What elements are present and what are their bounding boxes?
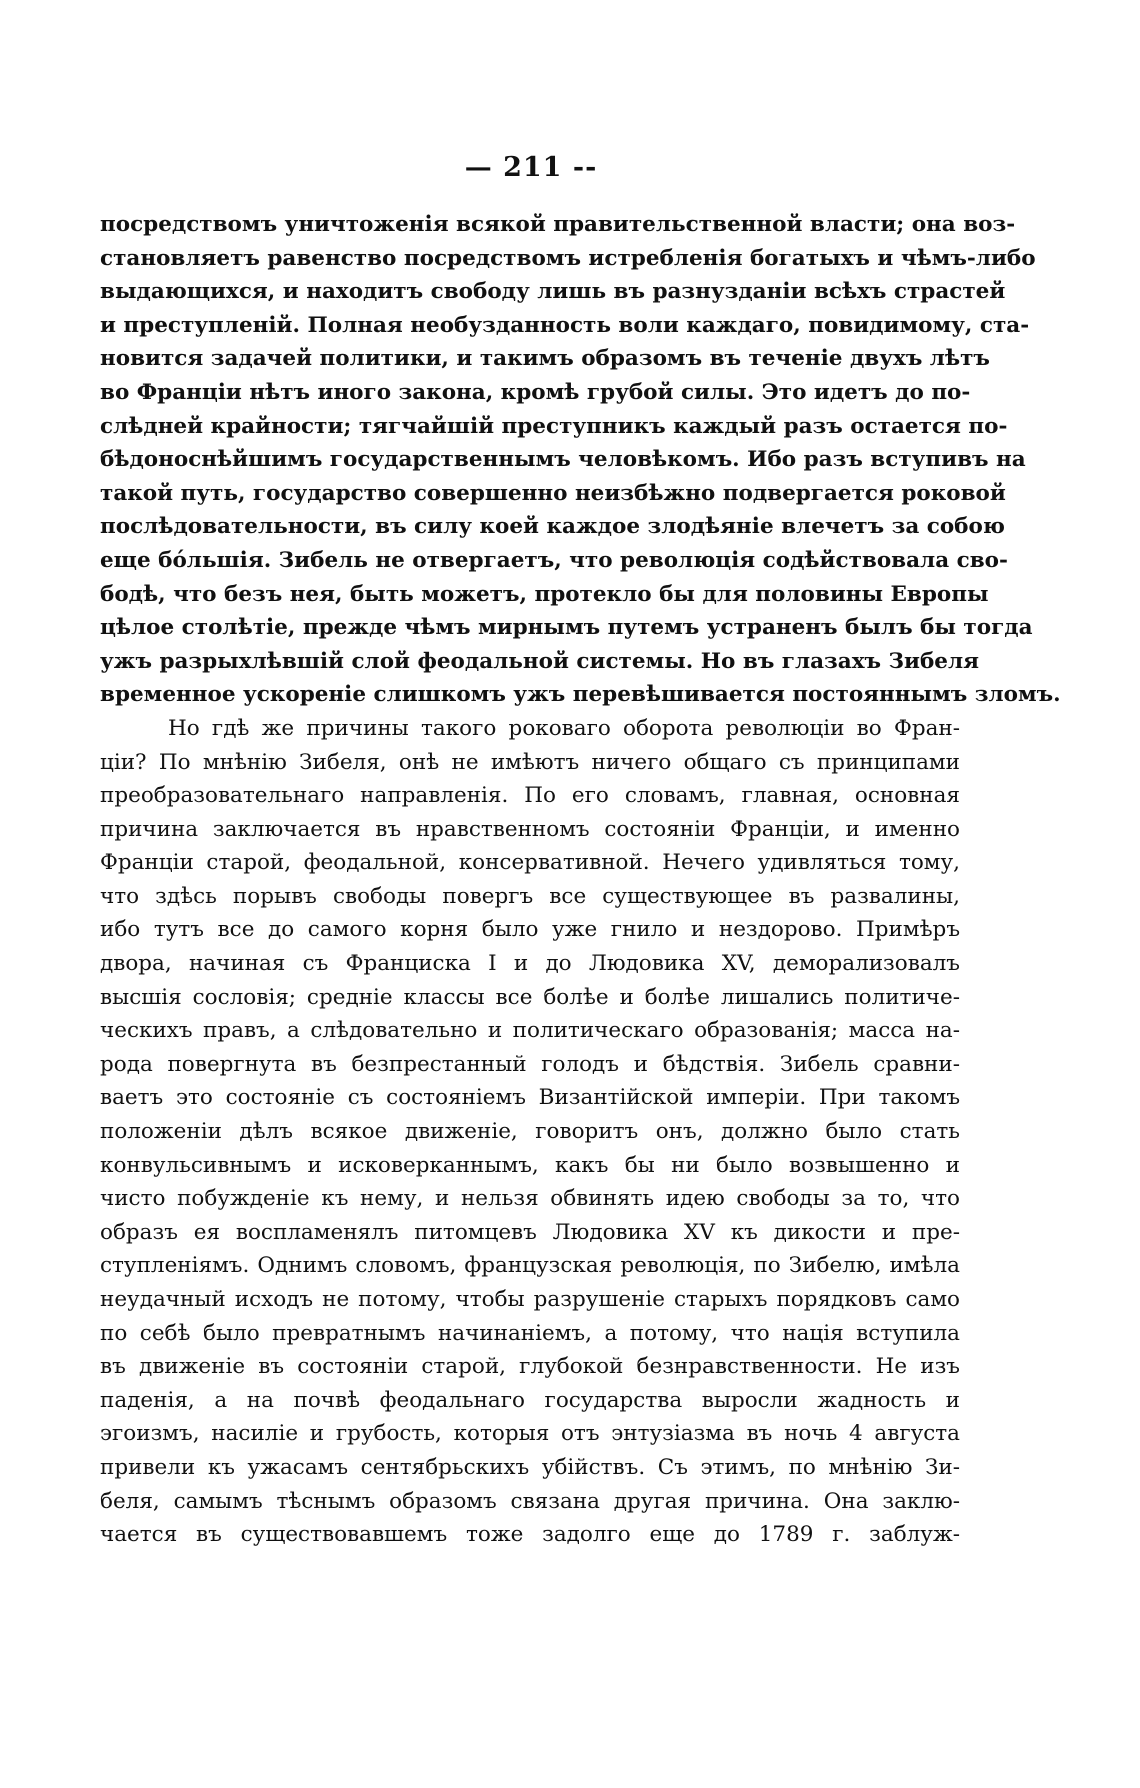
body-text <box>100 208 1061 1552</box>
text-line: такой путь, государство совершенно неизбѣжно подвергается роковой <box>100 480 1006 506</box>
text-line: ваетъ это состояніе съ состояніемъ Византійской имперіи. При такомъ <box>100 1085 960 1111</box>
text-line: во Франціи нѣтъ иного закона, кромѣ грубой силы. Это идетъ до по- <box>100 379 971 405</box>
text-line: неудачный исходъ не потому, чтобы разрушеніе старыхъ порядковъ само <box>100 1287 960 1312</box>
text-line: паденія, а на почвѣ феодальнаго государства выросли жадность и <box>100 1387 960 1413</box>
text-line: посредствомъ уничтоженія всякой правительственной власти; она воз- <box>100 212 1016 237</box>
text-line: и преступленій. Полная необузданность воли каждаго, повидимому, ста- <box>100 312 1030 338</box>
text-line: въ движеніе въ состояніи старой, глубокой безнравственности. Не изъ <box>100 1354 960 1380</box>
text-line: положеніи дѣлъ всякое движеніе, говоритъ онъ, должно было стать <box>100 1119 960 1145</box>
text-line: причина заключается въ нравственномъ состояніи Франціи, и именно <box>100 816 960 842</box>
text-line: Но гдѣ же причины такого роковаго оборота революціи во Фран- <box>168 715 960 741</box>
text-line: бодѣ, что безъ нея, быть можетъ, протекло бы для половины Европы <box>100 581 989 607</box>
text-line: высшія сословія; средніе классы все болѣе и болѣе лишались политиче- <box>100 984 960 1010</box>
text-line: временное ускореніе слишкомъ ужъ перевѣшивается постояннымъ зломъ. <box>100 682 1061 708</box>
text-line: образъ ея воспламенялъ питомцевъ Людовика XV къ дикости и пре- <box>100 1219 960 1245</box>
paragraph-2 <box>100 712 960 1552</box>
text-line: чается въ существовавшемъ тоже задолго еще до 1789 г. заблуж- <box>100 1522 960 1548</box>
text-line: ческихъ правъ, а слѣдовательно и политическаго образованія; масса на- <box>100 1018 960 1044</box>
paragraph-1 <box>100 208 1061 712</box>
text-line: ступленіямъ. Однимъ словомъ, французская революція, по Зибелю, имѣла <box>100 1253 960 1279</box>
text-line: цѣлое столѣтіе, прежде чѣмъ мирнымъ путемъ устраненъ былъ бы тогда <box>100 615 1033 641</box>
text-line: послѣдовательности, въ силу коей каждое злодѣяніе влечетъ за собою <box>100 514 1005 540</box>
text-line: Франціи старой, феодальной, консервативной. Нечего удивляться тому, <box>100 850 960 876</box>
text-line: слѣдней крайности; тягчайшій преступникъ каждый разъ остается по- <box>100 413 1008 439</box>
text-line: двора, начиная съ Франциска I и до Людовика XV, деморализовалъ <box>100 951 960 977</box>
text-line: чисто побужденіе къ нему, и нельзя обвинять идею свободы за то, что <box>100 1186 960 1212</box>
text-line: эгоизмъ, насиліе и грубость, которыя отъ энтузіазма въ ночь 4 августа <box>100 1421 960 1447</box>
text-line: бѣдоноснѣйшимъ государственнымъ человѣкомъ. Ибо разъ вступивъ на <box>100 447 1026 473</box>
text-line: ціи? По мнѣнію Зибеля, онѣ не имѣютъ ничего общаго съ принципами <box>100 749 960 775</box>
text-line: новится задачей политики, и такимъ образомъ въ теченіе двухъ лѣтъ <box>100 346 990 372</box>
text-line: привели къ ужасамъ сентябрьскихъ убійствъ. Съ этимъ, по мнѣнію Зи- <box>100 1454 960 1480</box>
text-line: беля, самымъ тѣснымъ образомъ связана другая причина. Она заклю- <box>100 1488 960 1514</box>
text-line: становляетъ равенство посредствомъ истребленія богатыхъ и чѣмъ-либо <box>100 245 1036 271</box>
text-line: выдающихся, и находитъ свободу лишь въ разнузданіи всѣхъ страстей <box>100 279 1006 305</box>
text-line: ужъ разрыхлѣвшій слой феодальной системы. Но въ глазахъ Зибеля <box>100 648 980 674</box>
text-line: преобразовательнаго направленія. По его словамъ, главная, основная <box>100 783 960 809</box>
text-line: рода повергнута въ безпрестанный голодъ и бѣдствія. Зибель сравни- <box>100 1051 960 1077</box>
text-line: еще бо́льшія. Зибель не отвергаетъ, что революція содѣйствовала сво- <box>100 547 1008 573</box>
page-number: — 211 -- <box>464 152 598 183</box>
text-line: конвульсивнымъ и исковерканнымъ, какъ бы ни было возвышенно и <box>100 1152 960 1178</box>
text-line: что здѣсь порывъ свободы повергъ все существующее въ развалины, <box>100 883 960 909</box>
text-line: ибо тутъ все до самого корня было уже гнило и нездорово. Примѣръ <box>100 917 960 943</box>
text-line: по себѣ было превратнымъ начинаніемъ, а потому, что нація вступила <box>100 1320 960 1346</box>
